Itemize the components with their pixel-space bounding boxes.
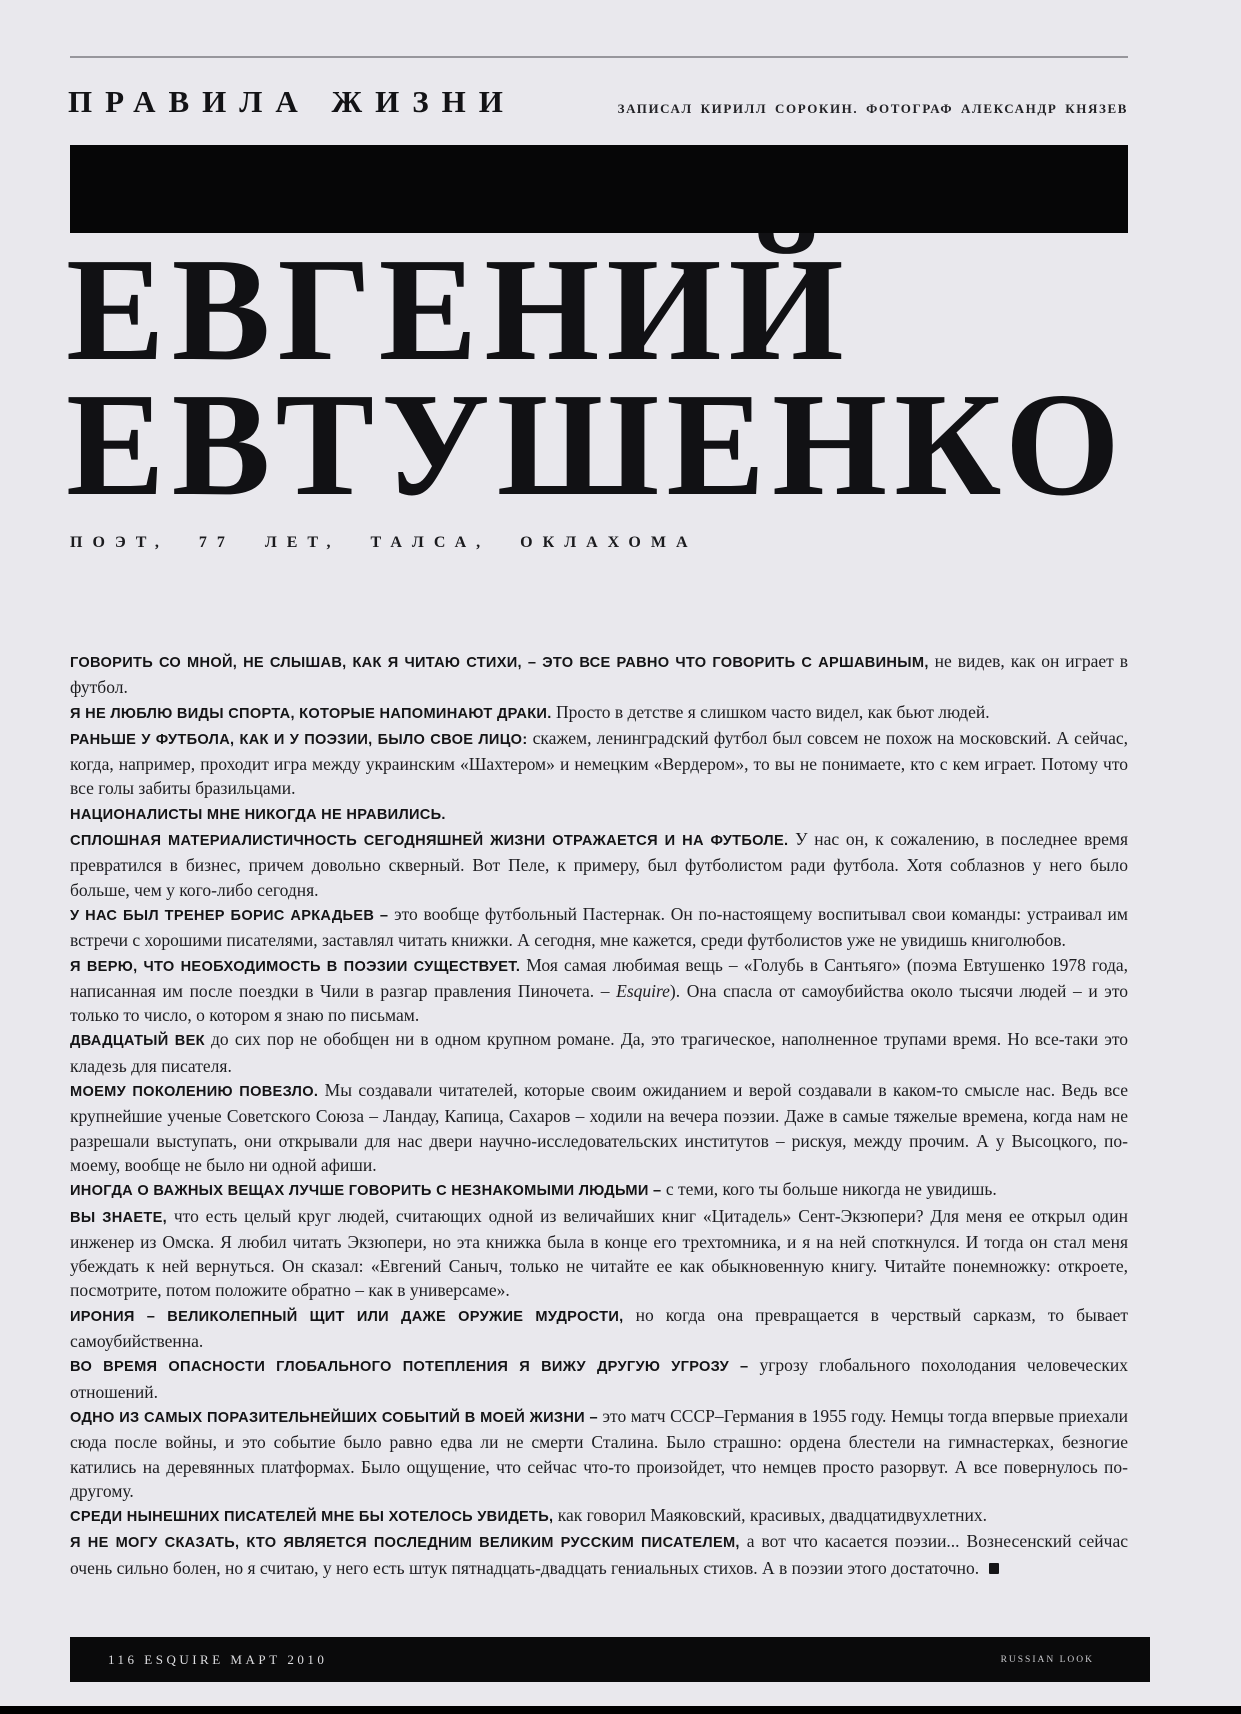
footer-bar xyxy=(70,1637,1150,1682)
paragraph-rest: Мы создавали читателей, которые своим ожиданием и верой создавали в каком-то смысле нас. Ведь все крупнейшие ученые Советского Союза – Ландау, Капица, Сахаров – ходили на вечера поэзии. Даже в самые тяжелые времена, когда нам не разрешали выступать, они открывали для нас двери научно-исследовательских институтов – рискуя, между прочим. А у Высоцкого, по-моему, вообще не было ни одной афиши. xyxy=(70,1080,1128,1175)
article-paragraph xyxy=(70,801,1128,827)
paragraph-rest: до сих пор не обобщен ни в одном крупном романе. Да, это трагическое, наполненное трупами время. Но все-таки это кладезь для писателя. xyxy=(70,1029,1129,1076)
paragraph-lead: ГОВОРИТЬ СО МНОЙ, НЕ СЛЫШАВ, КАК Я ЧИТАЮ СТИХИ, – ЭТО ВСЕ РАВНО ЧТО ГОВОРИТЬ С АРШАВИНЫМ, xyxy=(70,655,929,671)
paragraph-lead: ОДНО ИЗ САМЫХ ПОРАЗИТЕЛЬНЕЙШИХ СОБЫТИЙ В МОЕЙ ЖИЗНИ – xyxy=(70,1409,598,1426)
paragraph-lead: У НАС БЫЛ ТРЕНЕР БОРИС АРКАДЬЕВ – xyxy=(70,907,389,924)
article-paragraph xyxy=(70,1078,1128,1177)
article-paragraph xyxy=(70,1303,1128,1354)
paragraph-lead: Я ВЕРЮ, ЧТО НЕОБХОДИМОСТЬ В ПОЭЗИИ СУЩЕСТВУЕТ. xyxy=(70,958,521,975)
paragraph-rest: У нас он, к сожалению, в последнее время превратился в бизнес, причем довольно скверный. Вот Пеле, к примеру, был футболистом ради футбола. Хотя соблазнов у него было больше, чем у кого-либо сегодня. xyxy=(70,829,1128,900)
byline: ЗАПИСАЛ КИРИЛЛ СОРОКИН. ФОТОГРАФ АЛЕКСАНДР КНЯЗЕВ xyxy=(617,101,1128,116)
paragraph-lead: СПЛОШНАЯ МАТЕРИАЛИСТИЧНОСТЬ СЕГОДНЯШНЕЙ ЖИЗНИ ОТРАЖАЕТСЯ И НА ФУТБОЛЕ. xyxy=(70,833,789,850)
paragraph-lead: ИНОГДА О ВАЖНЫХ ВЕЩАХ ЛУЧШЕ ГОВОРИТЬ С НЕЗНАКОМЫМИ ЛЮДЬМИ – xyxy=(70,1183,662,1200)
paragraph-rest: Просто в детстве я слишком часто видел, как бьют людей. xyxy=(555,701,990,722)
page-bottom-edge xyxy=(0,1706,1241,1714)
paragraph-rest: но когда она превращается в черствый сарказм, то бывает самоубийственна. xyxy=(70,1304,1129,1352)
paragraph-lead: ДВАДЦАТЫЙ ВЕК xyxy=(70,1033,205,1050)
article-paragraph xyxy=(70,1177,1128,1203)
footer-credit: RUSSIAN LOOK xyxy=(1000,1654,1094,1665)
paragraph-rest: Моя самая любимая вещь – «Голубь в Сантьяго» (поэма Евтушенко 1978 года, написанная им после поездки в Чили в разгар правления Пиночета. – Esquire). Она спасла от самоубийства около тысячи людей – и это только то число, о котором я знаю по письмам. xyxy=(70,954,1128,1026)
article-paragraph xyxy=(70,1204,1128,1303)
paragraph-lead: Я НЕ МОГУ СКАЗАТЬ, КТО ЯВЛЯЕТСЯ ПОСЛЕДНИМ ВЕЛИКИМ РУССКИМ ПИСАТЕЛЕМ, xyxy=(70,1535,740,1552)
article-title xyxy=(66,228,1127,527)
paragraph-lead: ИРОНИЯ – ВЕЛИКОЛЕПНЫЙ ЩИТ ИЛИ ДАЖЕ ОРУЖИЕ МУДРОСТИ, xyxy=(70,1308,624,1325)
article-paragraph xyxy=(70,953,1128,1028)
article-paragraph xyxy=(70,1503,1128,1529)
article-paragraph xyxy=(70,1404,1128,1503)
end-mark-icon xyxy=(989,1563,999,1574)
rubric-title: ПРАВИЛА ЖИЗНИ xyxy=(68,84,516,119)
article-paragraph xyxy=(70,902,1128,953)
article-paragraph xyxy=(70,1529,1128,1580)
article-title-line2: ЕВТУШЕНКО xyxy=(66,363,1127,527)
article-paragraph xyxy=(70,700,1128,726)
paragraph-rest: это вообще футбольный Пастернак. Он по-настоящему воспитывал свои команды: устраивал им встречи с хорошими писателями, заставлял читать книжки. А сегодня, мне кажется, среди футболистов уже не увидишь книголюбов. xyxy=(70,903,1128,951)
paragraph-rest: с теми, кого ты больше никогда не увидишь. xyxy=(665,1179,997,1200)
paragraph-lead: СРЕДИ НЫНЕШНИХ ПИСАТЕЛЕЙ МНЕ БЫ ХОТЕЛОСЬ УВИДЕТЬ, xyxy=(70,1509,554,1526)
article-paragraph xyxy=(70,649,1128,700)
black-banner xyxy=(70,145,1128,233)
article-title-line1: ЕВГЕНИЙ xyxy=(66,228,851,392)
paragraph-lead: Я НЕ ЛЮБЛЮ ВИДЫ СПОРТА, КОТОРЫЕ НАПОМИНАЮТ ДРАКИ. xyxy=(70,705,552,722)
paragraph-rest: что есть целый круг людей, считающих одной из величайших книг «Цитадель» Сент-Экзюпери? Для меня ее открыл один инженер из Омска. Я любил читать Экзюпери, но эта книжка была в конце его трехтомника, и я на ней споткнулся. И тогда он стал меня убеждать к ней вернуться. Он сказал: «Евгений Саныч, только не читайте ее как обыкновенную книгу. Читайте понемножку: откроете, посмотрите, потом положите обратно – как в универсаме». xyxy=(70,1205,1129,1301)
paragraph-rest: а вот что касается поэзии... Вознесенский сейчас очень сильно болен, но я считаю, у него есть штук пятнадцать-двадцать гениальных стихов. А в поэзии этого достаточно. xyxy=(70,1531,1128,1578)
article-body xyxy=(70,649,1128,1580)
article-subtitle: ПОЭТ, 77 ЛЕТ, ТАЛСА, ОКЛАХОМА xyxy=(70,534,698,551)
paragraph-rest: это матч СССР–Германия в 1955 году. Немцы тогда впервые приехали сюда после войны, и это событие было равно едва ли не смерти Сталина. Было страшно: ордена блестели на гимнастерках, безногие катились на деревянных платформах. Было ощущение, что сейчас что-то произойдет, что немцев просто разорвут. А все повернулось по-другому. xyxy=(70,1405,1129,1501)
paragraph-rest: угрозу глобального похолодания человеческих отношений. xyxy=(70,1355,1128,1402)
article-paragraph xyxy=(70,1027,1128,1078)
article-paragraph xyxy=(70,1353,1128,1404)
top-rule xyxy=(70,56,1128,58)
paragraph-lead: РАНЬШЕ У ФУТБОЛА, КАК И У ПОЭЗИИ, БЫЛО СВОЕ ЛИЦО: xyxy=(70,731,528,748)
footer-page-info: 116 ESQUIRE МАРТ 2010 xyxy=(108,1651,328,1667)
paragraph-lead: МОЕМУ ПОКОЛЕНИЮ ПОВЕЗЛО. xyxy=(70,1084,319,1101)
article-paragraph xyxy=(70,726,1128,801)
paragraph-lead: ВЫ ЗНАЕТЕ, xyxy=(70,1209,168,1226)
paragraph-rest: скажем, ленинградский футбол был совсем не похож на московский. А сейчас, когда, например, проходит игра между украинским «Шахтером» и немецким «Вердером», то вы не понимаете, кто с кем играет. Потому что все голы забиты бразильцами. xyxy=(70,727,1129,799)
paragraph-lead: ВО ВРЕМЯ ОПАСНОСТИ ГЛОБАЛЬНОГО ПОТЕПЛЕНИЯ Я ВИЖУ ДРУГУЮ УГРОЗУ – xyxy=(70,1359,749,1376)
paragraph-lead: НАЦИОНАЛИСТЫ МНЕ НИКОГДА НЕ НРАВИЛИСЬ. xyxy=(70,806,446,823)
article-paragraph xyxy=(70,827,1128,902)
paragraph-rest: как говорил Маяковский, красивых, двадцатидвухлетних. xyxy=(557,1505,987,1526)
paragraph-rest: не видев, как он играет в футбол. xyxy=(70,651,1129,698)
